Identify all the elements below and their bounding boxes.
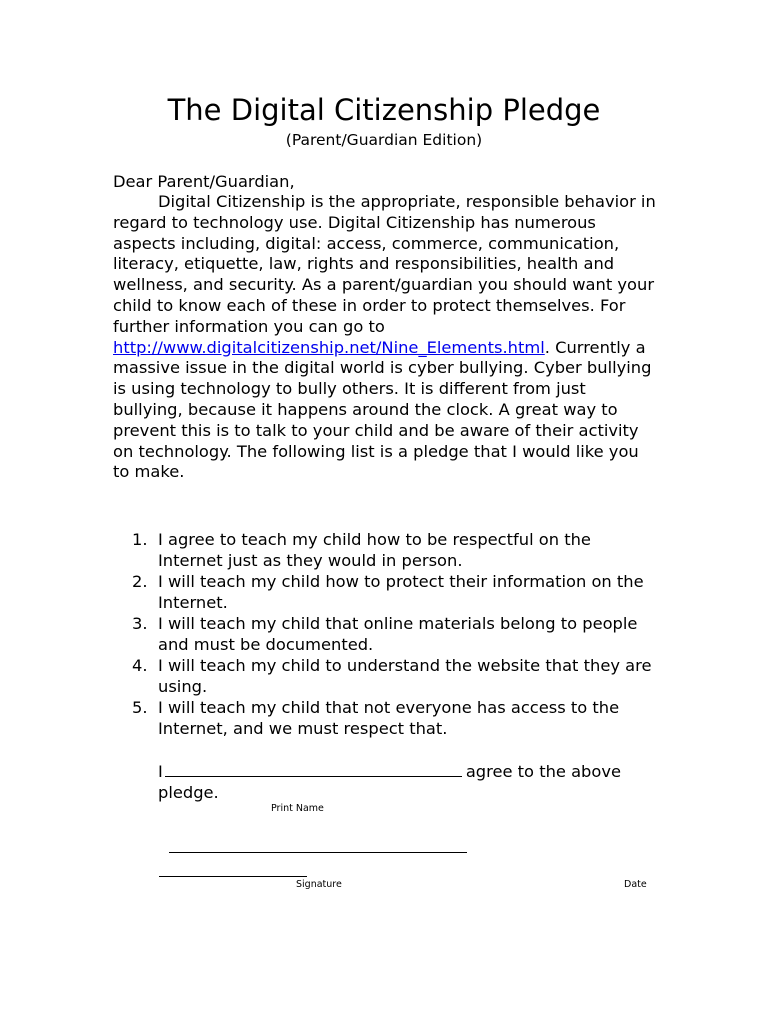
pledge-item-text: I agree to teach my child how to be respectful on the Internet just as they would in person. xyxy=(158,530,591,570)
signature-blank[interactable] xyxy=(169,852,467,853)
intro-paragraph xyxy=(113,192,658,483)
print-name-label: Print Name xyxy=(271,803,324,814)
pledge-item xyxy=(113,529,658,571)
pledge-item xyxy=(113,655,658,697)
pledge-list xyxy=(113,529,658,739)
pledge-item xyxy=(113,613,658,655)
date-label: Date xyxy=(624,879,647,890)
agreement-statement xyxy=(158,761,658,803)
page-title: The Digital Citizenship Pledge xyxy=(167,93,601,127)
pledge-item-number: 5. xyxy=(132,698,148,717)
pledge-item-text: I will teach my child to understand the website that they are using. xyxy=(158,656,652,696)
pledge-item-text: I will teach my child how to protect their information on the Internet. xyxy=(158,572,644,612)
agreement-prefix: I xyxy=(158,762,163,781)
pledge-item xyxy=(113,697,658,739)
link-trailing-period: . xyxy=(544,337,550,357)
signature-label: Signature xyxy=(296,879,342,890)
pledge-item xyxy=(113,571,658,613)
pledge-item-number: 4. xyxy=(132,656,148,675)
greeting: Dear Parent/Guardian, xyxy=(113,172,295,191)
pledge-item-text: I will teach my child that online materials belong to people and must be documented. xyxy=(158,614,638,654)
nine-elements-link[interactable]: http://www.digitalcitizenship.net/Nine_Elements.html xyxy=(113,337,545,357)
intro-text: Digital Citizenship is the appropriate, responsible behavior in regard to technology use. Digital Citizenship has numerous aspects including, digital: access, commerce, communication, literacy, etiquette, law, rights and responsibilities, health and wellness, and security. As a parent/guardian you should want your child to know each of these in order to protect themselves. For further information you can go to xyxy=(113,192,656,336)
agreement-suffix: agree to the above pledge. xyxy=(158,762,622,802)
date-blank[interactable] xyxy=(159,876,307,877)
page-subtitle: (Parent/Guardian Edition) xyxy=(285,131,483,149)
pledge-item-text: I will teach my child that not everyone has access to the Internet, and we must respect that. xyxy=(158,698,620,738)
cyberbullying-text: Currently a massive issue in the digital world is cyber bullying. Cyber bullying is using technology to bully others. It is different from just bullying, because it happens around the clock. A great way to prevent this is to talk to your child and be aware of their activity on technology. The following list is a pledge that I would like you to make. xyxy=(113,337,652,482)
pledge-item-number: 2. xyxy=(132,572,148,591)
print-name-blank[interactable] xyxy=(165,762,462,777)
pledge-item-number: 1. xyxy=(132,530,148,549)
pledge-item-number: 3. xyxy=(132,614,148,633)
